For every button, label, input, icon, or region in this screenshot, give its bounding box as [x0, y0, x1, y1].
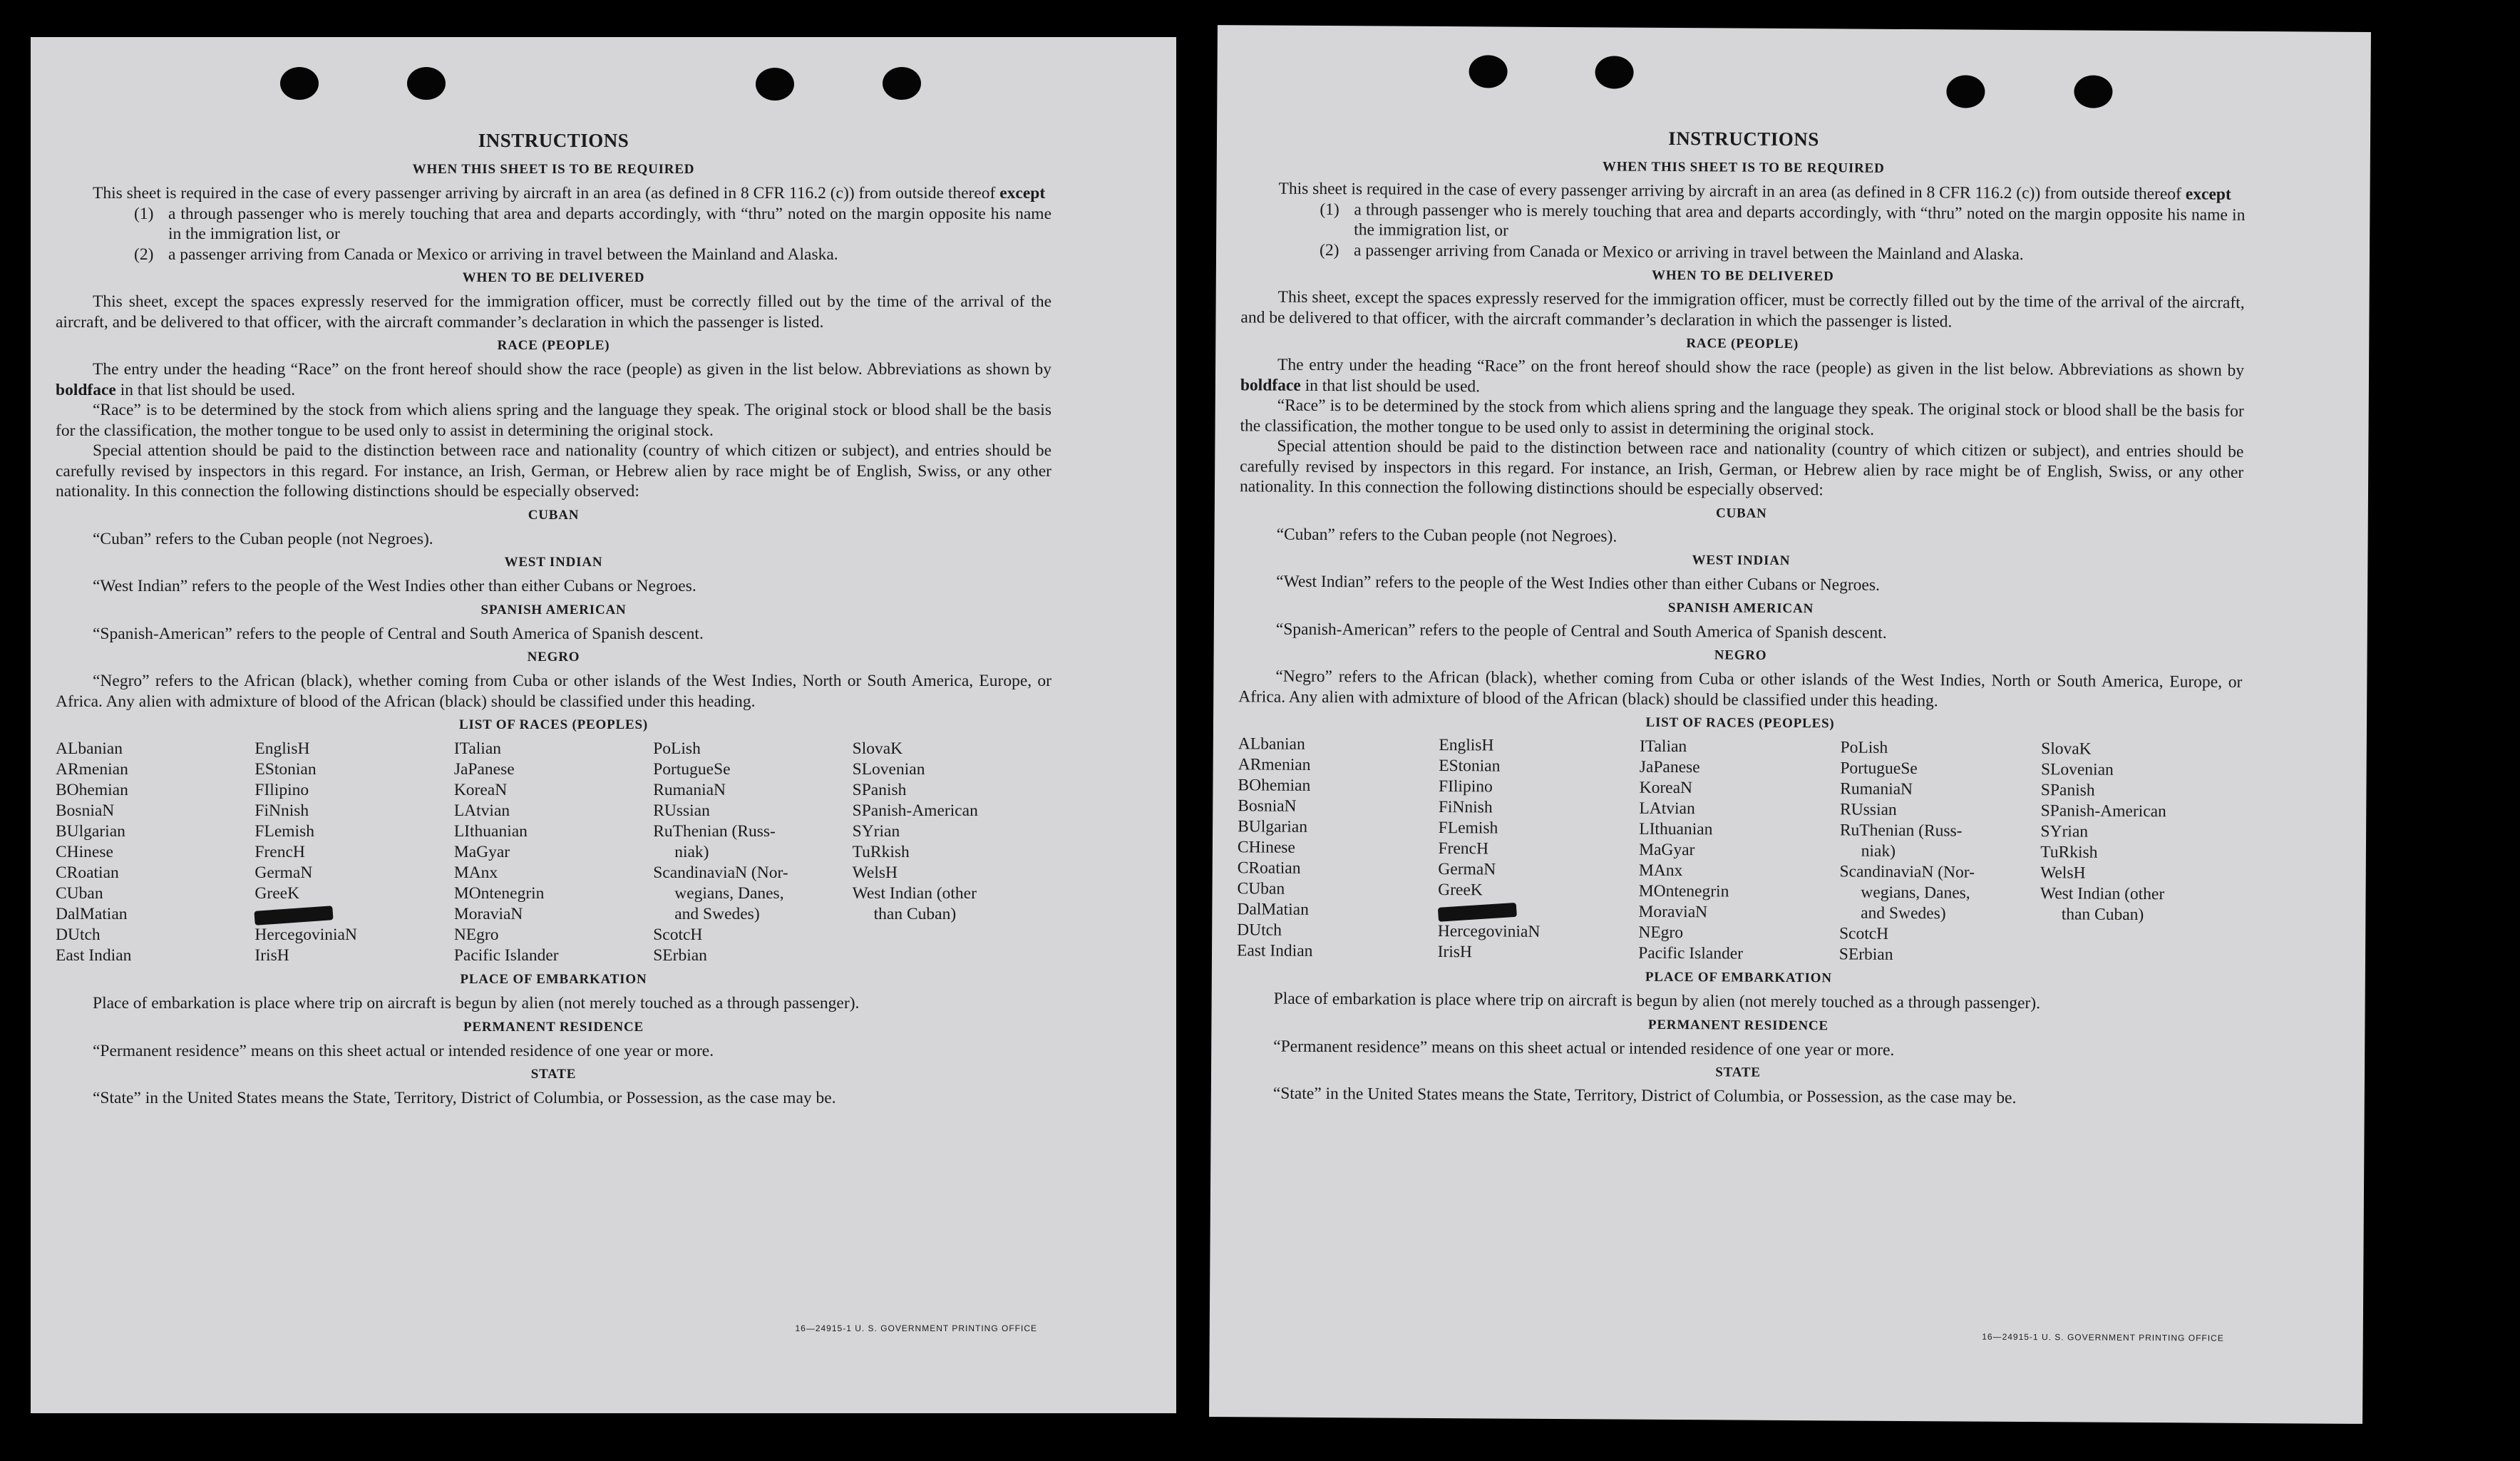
race-item: JaPanese [453, 760, 515, 779]
race-item: CUban [1237, 879, 1285, 898]
redacted-entry [254, 904, 453, 925]
race-item: FrencH [254, 843, 305, 861]
races-column [1438, 735, 1640, 964]
race-item: SlovaK [2041, 739, 2092, 759]
race-item: BosniaN [1238, 796, 1297, 816]
race-item: EnglisH [1439, 735, 1494, 755]
section-heading-race: RACE (PEOPLE) [1686, 336, 1799, 352]
race-item: FLemish [254, 822, 314, 841]
races-column [254, 739, 453, 966]
race-item: PoLish [1840, 738, 1888, 757]
race-item: SPanish-American [852, 801, 978, 820]
page-title: INSTRUCTIONS [478, 130, 629, 151]
section-heading-races-list: LIST OF RACES (PEOPLES) [459, 717, 648, 732]
race-item: GermaN [254, 863, 313, 882]
races-column [454, 739, 653, 966]
section-heading-when-delivered: WHEN TO BE DELIVERED [462, 270, 645, 285]
races-column [1237, 734, 1439, 963]
race-item: NEgro [1638, 923, 1684, 943]
section-heading-state: STATE [1715, 1065, 1761, 1080]
race-item: PoLish [653, 739, 701, 758]
cuban-text: “Cuban” refers to the Cuban people (not Negroes). [93, 529, 433, 548]
race-item: IrisH [254, 946, 289, 965]
race-item: JaPanese [1639, 757, 1700, 777]
race-item: GreeK [254, 884, 300, 903]
printing-office-code: 16—24915-1 U. S. GOVERNMENT PRINTING OFFICE [795, 1323, 1037, 1333]
race-item: BOhemian [56, 781, 128, 799]
when-required-intro: This sheet is required in the case of every passenger arriving by aircraft in an area (as defined in 8 CFR 116.2 (c)) from outside thereof except [1278, 179, 2231, 204]
race-item: SYrian [2040, 822, 2089, 841]
when-delivered-text: This sheet, except the spaces expressly reserved for the immigration officer, must be correctly filled out by the time of the arrival of the aircraft, and be delivered to that officer, with the aircraft commander’s declaration in which the passenger is listed. [1240, 287, 2245, 331]
race-item: ScotcH [1838, 924, 1889, 943]
page-title: INSTRUCTIONS [1668, 127, 1819, 150]
race-item: HercegoviniaN [1437, 921, 1541, 941]
races-column [853, 739, 1051, 966]
spanish-american-text: “Spanish-American” refers to the people of Central and South America of Spanish descent. [1275, 620, 1887, 642]
punch-hole [756, 68, 794, 101]
race-item: FIlipino [254, 781, 309, 799]
section-heading-negro: NEGRO [527, 650, 580, 665]
race-item: RUssian [1839, 800, 1897, 819]
race-item: CUban [56, 884, 103, 903]
negro-text: “Negro” refers to the African (black), whether coming from Cuba or other islands of the West Indies, North or South America, Europe, or Africa. Any alien with admixture of blood of the African (black) should be classified under this heading. [1238, 667, 2243, 710]
race-item: MaGyar [1639, 840, 1695, 860]
instructions-body [56, 130, 1051, 1109]
when-required-intro: This sheet is required in the case of every passenger arriving by aircraft in an area (as defined in 8 CFR 116.2 (c)) from outside thereof except [93, 184, 1046, 203]
negro-text: “Negro” refers to the African (black), whether coming from Cuba or other islands of the West Indies, North or South America, Europe, or Africa. Any alien with admixture of blood of the African (black) should be classified under this heading. [56, 672, 1051, 711]
exception-item: (2) a passenger arriving from Canada or Mexico or arriving in travel between the Mainland and Alaska. [134, 245, 838, 264]
section-heading-west-indian: WEST INDIAN [504, 555, 603, 570]
race-item: SLovenian [2040, 760, 2114, 779]
race-paragraph: The entry under the heading “Race” on the front hereof should show the race (people) as given in the list below. Abbreviations as shown by boldface in that list should be used. [1240, 355, 2245, 396]
race-item: Pacific Islander [1638, 943, 1744, 963]
race-paragraph: “Race” is to be determined by the stock from which aliens spring and the language they speak. The original stock or blood shall be the basis for the classification, the mother tongue to be used only to assist in determining the original stock. [56, 401, 1051, 440]
section-heading-when-required: WHEN THIS SHEET IS TO BE REQUIRED [1602, 159, 1885, 176]
section-heading-cuban: CUBAN [1715, 505, 1767, 521]
race-item: LAtvian [1639, 799, 1695, 819]
race-item: RumaniaN [1840, 779, 1913, 799]
residence-text: “Permanent residence” means on this sheet actual or intended residence of one year or more. [1273, 1037, 1895, 1060]
race-item: ALbanian [56, 739, 123, 758]
section-heading-embarkation: PLACE OF EMBARKATION [460, 972, 647, 987]
punch-hole [2074, 75, 2112, 108]
document-page-right [1209, 25, 2371, 1424]
west-indian-text: “West Indian” refers to the people of the West Indies other than either Cubans or Negroes. [1276, 572, 1881, 595]
race-item: SPanish [852, 781, 907, 799]
race-item: TuRkish [852, 843, 910, 861]
race-item: niak) [1861, 841, 1896, 861]
race-item: RumaniaN [653, 781, 726, 799]
race-item: MAnx [453, 863, 498, 882]
race-item: ScandinaviaN (Nor- [1839, 862, 1975, 882]
race-item: KoreaN [453, 781, 508, 799]
race-item: and Swedes) [674, 905, 760, 923]
document-page-left [31, 37, 1176, 1413]
punch-hole [1946, 75, 1985, 108]
race-item: LAtvian [453, 801, 510, 820]
race-item: ScotcH [653, 926, 703, 944]
race-item: BUlgarian [1238, 817, 1308, 836]
spanish-american-text: “Spanish-American” refers to the people of Central and South America of Spanish descent. [93, 624, 704, 643]
race-item: CRoatian [1237, 858, 1301, 878]
race-item: TuRkish [2040, 843, 2098, 862]
section-heading-races-list: LIST OF RACES (PEOPLES) [1645, 714, 1835, 732]
race-item: CHinese [56, 843, 113, 861]
redacted-entry [1438, 901, 1639, 923]
race-item: SPanish [2040, 781, 2095, 800]
instructions-body [1236, 125, 2246, 1109]
race-item: FiNnish [254, 801, 309, 820]
race-item: EStonian [254, 760, 317, 779]
race-item: NEgro [453, 926, 499, 944]
race-item: SLovenian [852, 760, 925, 779]
section-heading-residence: PERMANENT RESIDENCE [1647, 1017, 1829, 1033]
embarkation-text: Place of embarkation is place where trip on aircraft is begun by alien (not merely touched as a through passenger). [93, 994, 860, 1013]
race-item: East Indian [1236, 941, 1313, 960]
race-item: EStonian [1439, 756, 1501, 776]
race-item: niak) [674, 843, 709, 861]
race-item: MoraviaN [453, 905, 523, 923]
race-item: PortugueSe [653, 760, 731, 779]
embarkation-text: Place of embarkation is place where trip on aircraft is begun by alien (not merely touched as a through passenger). [1273, 989, 2041, 1013]
race-item: MOntenegrin [453, 884, 545, 903]
races-column [1638, 737, 1841, 965]
races-column [1839, 737, 2042, 966]
race-item: ITalian [1639, 737, 1687, 757]
race-item: FiNnish [1438, 797, 1493, 817]
state-text: “State” in the United States means the State, Territory, District of Columbia, or Possession, as the case may be. [93, 1089, 836, 1107]
races-column [56, 739, 254, 966]
section-heading-negro: NEGRO [1714, 647, 1767, 663]
race-item: than Cuban) [2061, 905, 2144, 925]
section-heading-when-required: WHEN THIS SHEET IS TO BE REQUIRED [412, 162, 695, 177]
exception-item: (1) a through passenger who is merely touching that area and departs accordingly, with “thru” noted on the margin opposite his name in the immigration list, or [134, 204, 1051, 243]
race-item: DUtch [1237, 921, 1282, 940]
race-item: KoreaN [1639, 778, 1693, 798]
section-heading-embarkation: PLACE OF EMBARKATION [1645, 969, 1832, 986]
section-heading-when-delivered: WHEN TO BE DELIVERED [1652, 267, 1834, 284]
section-heading-state: STATE [530, 1067, 577, 1082]
race-item: FLemish [1438, 818, 1498, 838]
race-item: than Cuban) [873, 905, 957, 923]
race-item: SlovaK [852, 739, 903, 758]
race-item: BosniaN [56, 801, 115, 820]
race-item: FIlipino [1438, 776, 1493, 796]
section-heading-residence: PERMANENT RESIDENCE [463, 1019, 644, 1035]
race-item: RuThenian (Russ- [653, 822, 776, 841]
section-heading-race: RACE (PEOPLE) [497, 338, 610, 353]
race-paragraph: The entry under the heading “Race” on the front hereof should show the race (people) as given in the list below. Abbreviations as shown by boldface in that list should be used. [56, 360, 1051, 399]
race-item: ITalian [453, 739, 502, 758]
race-item: DUtch [56, 926, 101, 944]
race-item: RUssian [653, 801, 710, 820]
race-item: ALbanian [1238, 734, 1305, 754]
race-item: MaGyar [453, 843, 510, 861]
race-item: CRoatian [56, 863, 119, 882]
race-item: wegians, Danes, [674, 884, 784, 903]
race-item: LIthuanian [453, 822, 528, 841]
race-item: East Indian [56, 946, 132, 965]
race-item: PortugueSe [1840, 759, 1918, 779]
race-item: West Indian (other [2040, 884, 2165, 904]
cuban-text: “Cuban” refers to the Cuban people (not Negroes). [1276, 525, 1618, 546]
race-paragraph: Special attention should be paid to the distinction between race and nationality (country of which citizen or subject), and entries should be carefully revised by inspectors in this regard. For instance, an Irish, German, or Hebrew alien by race might be of English, Swiss, or any other nationality. In this connection the following distinctions should be especially observed: [56, 441, 1051, 501]
race-item: EnglisH [254, 739, 310, 758]
race-paragraph: “Race” is to be determined by the stock from which aliens spring and the language they speak. The original stock or blood shall be the basis for the classification, the mother tongue to be used only to assist in determining the original stock. [1240, 396, 2244, 439]
race-item: BOhemian [1238, 776, 1311, 795]
race-item: GermaN [1438, 859, 1496, 879]
race-item: LIthuanian [1639, 819, 1713, 839]
exception-item: (1) a through passenger who is merely touching that area and departs accordingly, with “thru” noted on the margin opposite his name in the immigration list, or [1320, 200, 2246, 240]
race-item: DalMatian [56, 905, 128, 923]
race-item: wegians, Danes, [1861, 883, 1970, 903]
race-item: ScandinaviaN (Nor- [653, 863, 788, 882]
residence-text: “Permanent residence” means on this sheet actual or intended residence of one year or more. [93, 1041, 714, 1060]
race-item: ARmenian [1238, 755, 1311, 774]
race-item: SErbian [1838, 945, 1893, 964]
race-paragraph: Special attention should be paid to the distinction between race and nationality (country of which citizen or subject), and entries should be carefully revised by inspectors in this regard. For instance, an Irish, German, or Hebrew alien by race might be of English, Swiss, or any other nationality. In this connection the following distinctions should be especially observed: [1239, 436, 2244, 500]
state-text: “State” in the United States means the State, Territory, District of Columbia, or Possession, as the case may be. [1272, 1084, 2017, 1107]
race-item: and Swedes) [1861, 903, 1946, 923]
section-heading-spanish-american: SPANISH AMERICAN [480, 602, 627, 617]
punch-hole [1595, 56, 1633, 88]
races-column [653, 739, 852, 966]
race-item: IrisH [1437, 942, 1473, 962]
race-item: MAnx [1638, 861, 1683, 881]
exception-item: (2) a passenger arriving from Canada or Mexico or arriving in travel between the Mainland and Alaska. [1319, 240, 2024, 264]
section-heading-cuban: CUBAN [528, 507, 580, 523]
printing-office-code: 16—24915-1 U. S. GOVERNMENT PRINTING OFFICE [1982, 1331, 2224, 1343]
races-column [2040, 739, 2242, 968]
race-item: SPanish-American [2040, 801, 2166, 821]
race-item: Pacific Islander [453, 946, 559, 965]
race-item: SErbian [653, 946, 707, 965]
race-item: MoraviaN [1638, 902, 1708, 922]
race-item: MOntenegrin [1638, 881, 1729, 901]
punch-hole [280, 67, 319, 100]
race-item: ARmenian [56, 760, 128, 779]
race-item: CHinese [1237, 838, 1295, 857]
section-heading-spanish-american: SPANISH AMERICAN [1667, 600, 1814, 616]
punch-hole [883, 67, 921, 100]
when-delivered-text: This sheet, except the spaces expressly reserved for the immigration officer, must be correctly filled out by the time of the arrival of the aircraft, and be delivered to that officer, with the aircraft commander’s declaration in which the passenger is listed. [56, 292, 1051, 332]
race-item: WelsH [852, 863, 898, 882]
races-list [1237, 734, 2242, 968]
section-heading-west-indian: WEST INDIAN [1692, 553, 1791, 568]
races-list [56, 739, 1051, 966]
race-item: FrencH [1438, 839, 1489, 858]
west-indian-text: “West Indian” refers to the people of the West Indies other than either Cubans or Negroes. [93, 577, 696, 595]
race-item: GreeK [1438, 880, 1483, 900]
race-item: WelsH [2040, 863, 2086, 883]
race-item: RuThenian (Russ- [1839, 821, 1963, 841]
race-item: HercegoviniaN [254, 926, 357, 944]
race-item: DalMatian [1237, 900, 1309, 919]
race-item: West Indian (other [852, 884, 977, 903]
punch-hole [1469, 55, 1507, 88]
race-item: SYrian [852, 822, 900, 841]
punch-hole [407, 67, 446, 100]
race-item: BUlgarian [56, 822, 125, 841]
